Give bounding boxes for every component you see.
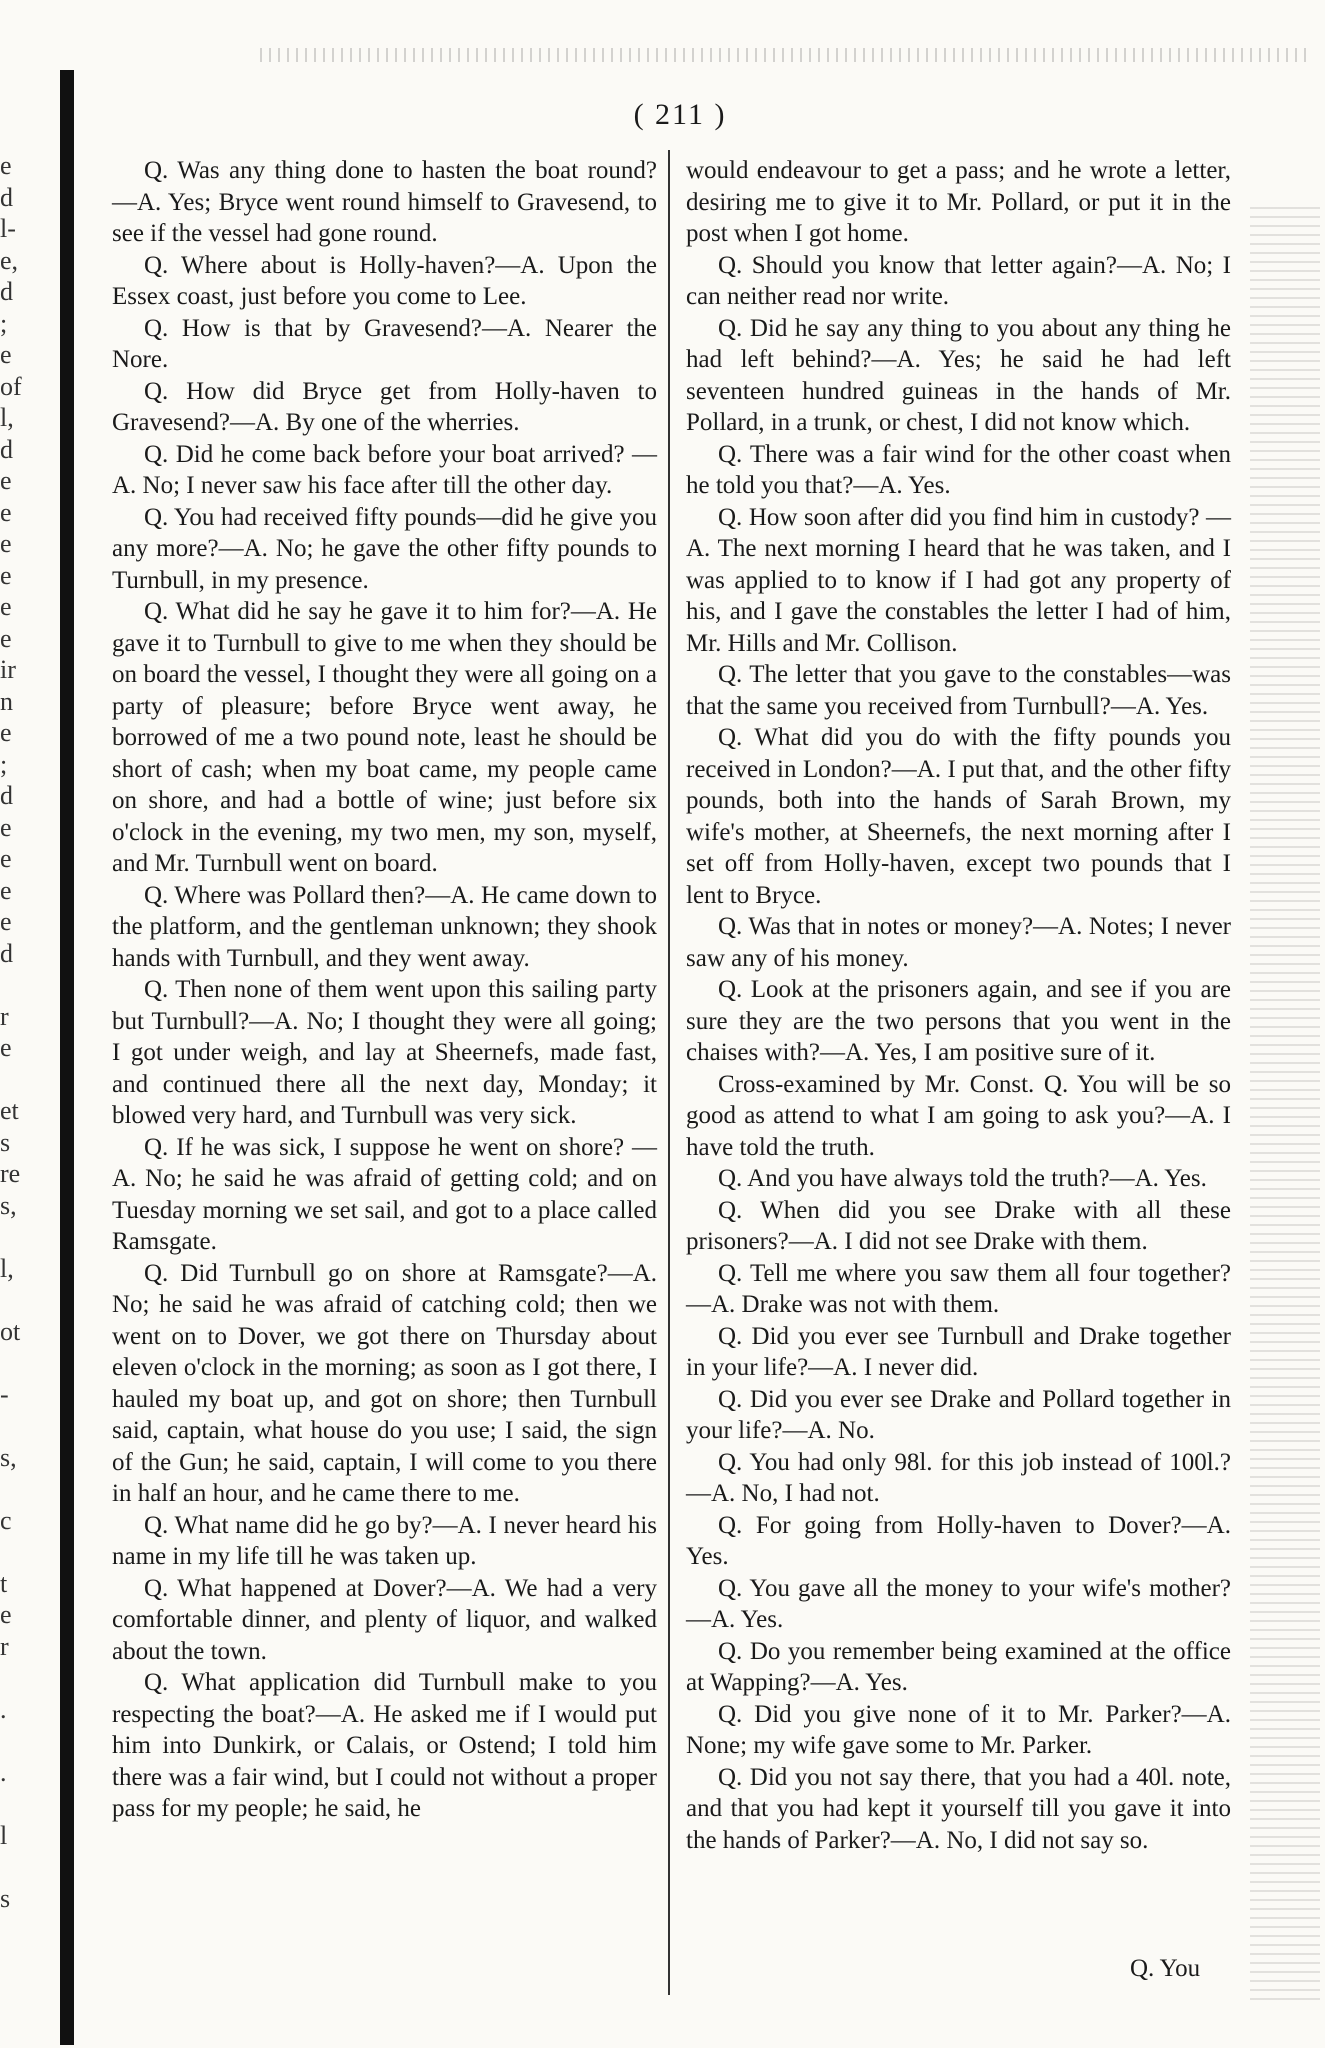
margin-fragment: r — [0, 1631, 9, 1661]
margin-fragment: l- — [0, 214, 16, 243]
margin-fragment — [0, 1221, 30, 1253]
margin-fragment — [0, 1410, 30, 1442]
margin-fragment: e — [0, 560, 12, 590]
paragraph: Q. Do you remember being examined at the office at Wapping?—A. Yes. — [686, 1637, 1231, 1696]
margin-fragment: l, — [0, 1253, 14, 1283]
paragraph: Q. Did he say any thing to you about any thing he had left behind?—A. Yes; he said he had left seventeen hundred guineas in the hands of Mr. Pollard, in a trunk, or chest, I did not know which. — [686, 314, 1231, 436]
margin-fragment: d — [0, 434, 13, 464]
paragraph: Q. When did you see Drake with all these prisoners?—A. I did not see Drake with them. — [686, 1196, 1231, 1255]
paragraph: Q. What name did he go by?—A. I never heard his name in my life till he was taken up. — [112, 1511, 657, 1570]
paragraph: Q. Should you know that letter again?—A. No; I can neither read nor write. — [686, 251, 1231, 310]
margin-fragment: e — [0, 1600, 12, 1629]
paragraph: Q. What did he say he gave it to him for?—A. He gave it to Turnbull to give to me when they should be on board the vessel, I thought they were all going on a party of pleasure; before Bryce went away, he borrowed of me a two pound note, least he should be short of cash; when my boat came, my people came on shore, and had a bottle of wine; just before six o'clock in the evening, my two men, my son, myself, and Mr. Turnbull went on board. — [112, 598, 657, 877]
margin-fragment: ; — [0, 308, 8, 338]
paragraph: Cross-examined by Mr. Const. Q. You will be so good as attend to what I am going to ask you?—A. I have told the truth. — [686, 1070, 1231, 1161]
binding-gutter — [60, 70, 74, 2045]
scan-noise-right — [1250, 200, 1320, 2000]
scan-noise-top — [260, 48, 1310, 62]
paragraph: Q. Look at the prisoners again, and see if you are sure they are the two persons that you went in the chaises with?—A. Yes, I am positive sure of it. — [686, 976, 1231, 1066]
margin-fragment: s, — [0, 1190, 17, 1220]
paragraph: Q. Did you ever see Turnbull and Drake together in your life?—A. I never did. — [686, 1322, 1231, 1381]
margin-fragment: e, — [0, 245, 19, 275]
paragraph: Q. You had received fifty pounds—did he give you any more?—A. No; he gave the other fifty pounds to Turnbull, in my presence. — [112, 503, 657, 594]
margin-fragment: of — [0, 371, 22, 401]
margin-fragment: ; — [0, 749, 8, 779]
right-column — [686, 155, 1231, 1856]
margin-fragment: e — [0, 718, 12, 747]
paragraph: Q. For going from Holly-haven to Dover?—A. Yes. — [686, 1511, 1231, 1570]
paragraph: Q. There was a fair wind for the other coast when he told you that?—A. Yes. — [686, 440, 1231, 499]
paragraph: Q. Did you not say there, that you had a 40l. note, and that you had kept it yourself till you gave it into the hands of Parker?—A. No, I did not say so. — [686, 1763, 1231, 1854]
margin-fragment: e — [0, 907, 12, 936]
paragraph: Q. The letter that you gave to the constables—was that the same you received from Turnbull?—A. Yes. — [686, 661, 1231, 720]
paragraph: Q. How soon after did you find him in custody? —A. The next morning I heard that he was taken, and I was applied to to know if I had got any property of his, and I gave the constables the letter I had of him, Mr. Hills and Mr. Collison. — [686, 503, 1231, 657]
margin-fragment — [0, 1725, 30, 1757]
paragraph: Q. Where about is Holly-haven?—A. Upon the Essex coast, just before you come to Lee. — [112, 251, 657, 310]
paragraph: Q. Did you give none of it to Mr. Parker?—A. None; my wife gave some to Mr. Parker. — [686, 1700, 1231, 1759]
margin-fragment: ot — [0, 1316, 21, 1346]
page-number: ( 211 ) — [633, 98, 727, 131]
margin-fragment: e — [0, 812, 12, 842]
paragraph: Q. How did Bryce get from Holly-haven to Gravesend?—A. By one of the wherries. — [112, 377, 657, 436]
margin-fragment: d — [0, 277, 13, 306]
margin-fragment — [0, 1536, 30, 1568]
margin-fragment: e — [0, 529, 12, 558]
paragraph: Q. Tell me where you saw them all four together?—A. Drake was not with them. — [686, 1259, 1231, 1318]
margin-fragment: e — [0, 340, 12, 369]
paragraph: Q. Was any thing done to hasten the boat round? —A. Yes; Bryce went round himself to Gravesend, to see if the vessel had gone round. — [112, 157, 657, 247]
margin-fragment: re — [0, 1159, 21, 1188]
left-column — [112, 155, 657, 1825]
paragraph: Q. You gave all the money to your wife's mother?—A. Yes. — [686, 1574, 1231, 1633]
margin-fragment: s — [0, 1883, 11, 1913]
margin-fragment: s — [0, 1127, 11, 1157]
margin-fragment: c — [0, 1505, 12, 1535]
catchword: Q. You — [1130, 1955, 1201, 1982]
margin-fragment: - — [0, 1379, 9, 1409]
margin-fragment: s, — [0, 1442, 17, 1472]
margin-fragment — [0, 1788, 30, 1820]
margin-fragment — [0, 1347, 30, 1379]
margin-fragment: n — [0, 686, 13, 716]
paragraph: Q. What application did Turnbull make to you respecting the boat?—A. He asked me if I would put him into Dunkirk, or Calais, or Ostend; I told him there was a fair wind, but I could not without a proper pass for my people; he said, he — [112, 1669, 657, 1822]
margin-fragment: . — [0, 1757, 7, 1787]
margin-fragment — [0, 1473, 30, 1505]
margin-fragment — [0, 1284, 30, 1316]
paragraph: Q. And you have always told the truth?—A. Yes. — [718, 1165, 1207, 1192]
paragraph: Q. Did you ever see Drake and Pollard together in your life?—A. No. — [686, 1385, 1231, 1444]
margin-fragment: l, — [0, 403, 14, 432]
margin-fragment: e — [0, 623, 12, 653]
margin-fragment — [0, 1662, 30, 1694]
margin-fragment — [0, 1064, 30, 1096]
margin-fragment: ir — [0, 655, 16, 684]
margin-fragment: et — [0, 1096, 19, 1125]
margin-fragment: e — [0, 466, 12, 495]
paragraph: Q. Did he come back before your boat arrived? —A. No; I never saw his face after till the other day. — [112, 440, 657, 499]
column-divider — [668, 150, 670, 1995]
paragraph: Q. Where was Pollard then?—A. He came down to the platform, and the gentleman unknown; they shook hands with Turnbull, and they went away. — [112, 881, 657, 972]
margin-fragment: r — [0, 1001, 9, 1031]
paragraph: Q. Then none of them went upon this sailing party but Turnbull?—A. No; I thought they were all going; I got under weigh, and lay at Sheernefs, made fast, and continued there all the next day, Monday; it blowed very hard, and Turnbull was very sick. — [112, 976, 657, 1129]
previous-page-margin — [0, 150, 30, 1914]
margin-fragment: e — [0, 875, 12, 905]
margin-fragment: e — [0, 497, 12, 527]
paragraph: Q. You had only 98l. for this job instead of 100l.? —A. No, I had not. — [686, 1448, 1231, 1507]
paragraph: Q. How is that by Gravesend?—A. Nearer the Nore. — [112, 314, 657, 373]
margin-fragment: e — [0, 151, 12, 180]
margin-fragment: . — [0, 1694, 7, 1724]
paragraph: Q. What happened at Dover?—A. We had a very comfortable dinner, and plenty of liquor, and walked about the town. — [112, 1574, 657, 1665]
margin-fragment: e — [0, 844, 12, 873]
paragraph: Q. If he was sick, I suppose he went on shore? —A. No; he said he was afraid of getting cold; and on Tuesday morning we set sail, and got to a place called Ramsgate. — [112, 1133, 657, 1255]
margin-fragment: e — [0, 592, 12, 621]
paragraph: would endeavour to get a pass; and he wrote a letter, desiring me to give it to Mr. Pollard, or put it in the post when I got home. — [686, 157, 1231, 247]
margin-fragment: e — [0, 1033, 12, 1062]
paragraph: Q. What did you do with the fifty pounds you received in London?—A. I put that, and the other fifty pounds, both into the hands of Sarah Brown, my wife's mother, at Sheernefs, the next morning after I set off from Holly-haven, except two pounds that I lent to Bryce. — [686, 724, 1231, 909]
paragraph: Q. Did Turnbull go on shore at Ramsgate?—A. No; he said he was afraid of catching cold; then we went on to Dover, we got there on Thursday about eleven o'clock in the morning; as soon as I got there, I hauled my boat up, and got on shore; then Turnbull said, captain, what house do you use; I said, the sign of the Gun; he said, captain, I will come to you there in half an hour, and he came there to me. — [112, 1259, 657, 1507]
margin-fragment — [0, 1851, 30, 1883]
margin-fragment: d — [0, 938, 13, 968]
margin-fragment: d — [0, 182, 13, 212]
margin-fragment: t — [0, 1568, 8, 1598]
paragraph: Q. Was that in notes or money?—A. Notes; I never saw any of his money. — [686, 913, 1231, 972]
margin-fragment: d — [0, 781, 13, 810]
margin-fragment — [0, 969, 30, 1001]
margin-fragment: l — [0, 1820, 8, 1850]
